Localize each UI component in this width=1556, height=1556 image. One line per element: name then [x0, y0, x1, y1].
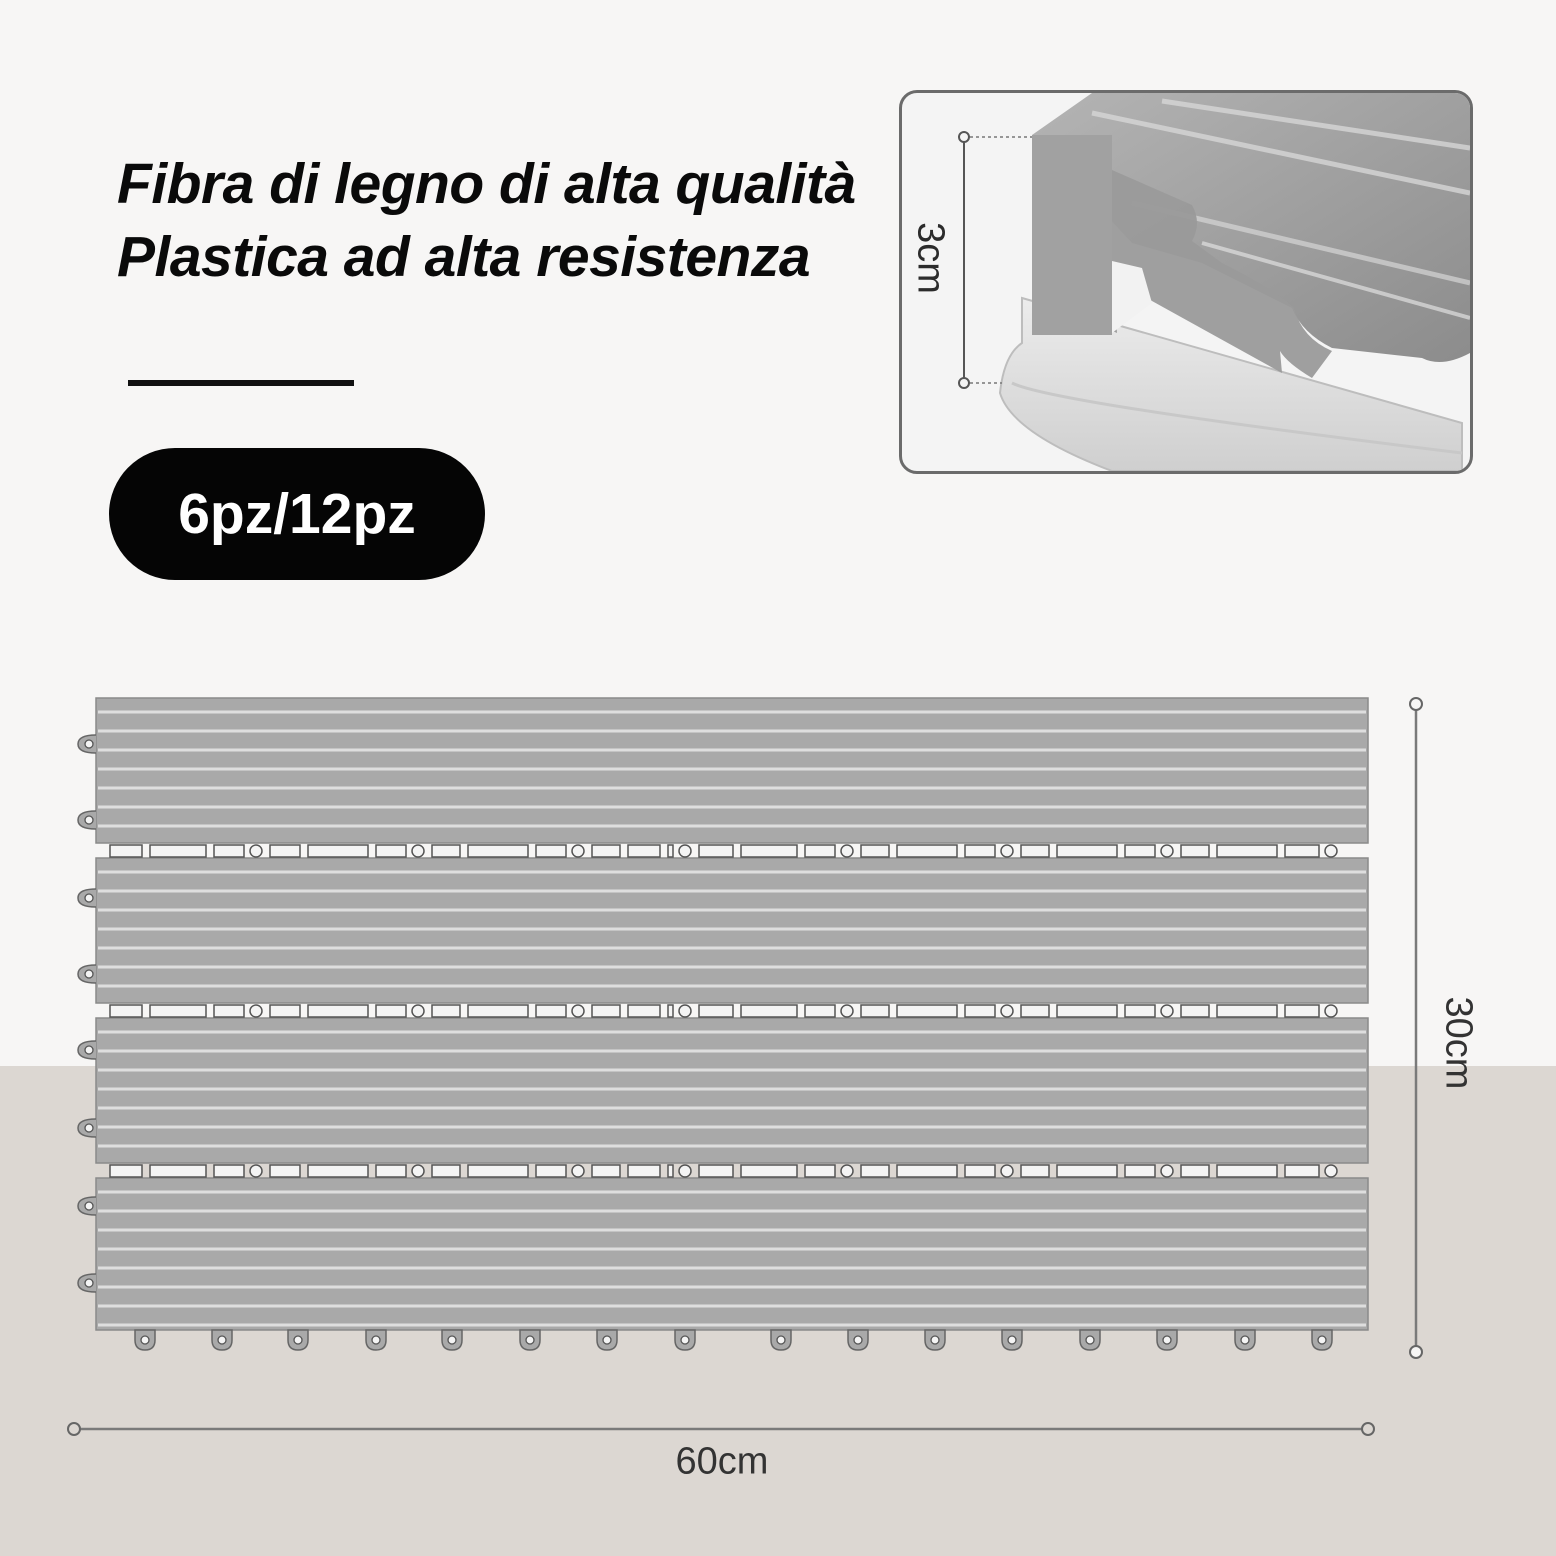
deck-board [96, 858, 1368, 1003]
slot-row [110, 1005, 1337, 1017]
height-dimension-end [1410, 698, 1422, 710]
slot [592, 1165, 620, 1177]
slot [432, 845, 460, 857]
slot [468, 845, 528, 857]
headline-line-1: Fibra di legno di alta qualità [117, 152, 856, 216]
slot [468, 1165, 528, 1177]
slot [1021, 1165, 1049, 1177]
thickness-label: 3cm [909, 222, 952, 294]
slot [1285, 1005, 1319, 1017]
side-clip [78, 735, 96, 753]
bottom-clip [925, 1330, 945, 1350]
bolt-hole [1001, 1005, 1013, 1017]
bolt-hole [679, 1005, 691, 1017]
slot [150, 1165, 206, 1177]
slot [965, 845, 995, 857]
slot [308, 1005, 368, 1017]
slot [1181, 845, 1209, 857]
slot [861, 1165, 889, 1177]
deck-board [96, 698, 1368, 843]
height-dimension-end [1410, 1346, 1422, 1358]
slot [741, 1005, 797, 1017]
slot [897, 1165, 957, 1177]
slot [1125, 845, 1155, 857]
slot [110, 845, 142, 857]
width-dimension-end [68, 1423, 80, 1435]
slot [1181, 1165, 1209, 1177]
slot [1285, 1165, 1319, 1177]
slot [110, 1165, 142, 1177]
slot [699, 1165, 733, 1177]
bolt-hole [1325, 845, 1337, 857]
slot [1125, 1165, 1155, 1177]
bolt-hole [841, 1165, 853, 1177]
bolt-hole [572, 1165, 584, 1177]
slot [1181, 1005, 1209, 1017]
slot [150, 845, 206, 857]
slot [1021, 1005, 1049, 1017]
slot [270, 1005, 300, 1017]
bolt-hole [1325, 1165, 1337, 1177]
slot [150, 1005, 206, 1017]
bolt-hole [250, 1165, 262, 1177]
slot [1057, 1005, 1117, 1017]
width-dimension-label: 60cm [675, 1440, 769, 1483]
side-clip [78, 1274, 96, 1292]
bottom-clip [212, 1330, 232, 1350]
bottom-clip [1080, 1330, 1100, 1350]
slot [805, 1005, 835, 1017]
slot [699, 1005, 733, 1017]
slot [741, 1165, 797, 1177]
slot [468, 1005, 528, 1017]
slot [741, 845, 797, 857]
side-clip [78, 811, 96, 829]
slot [376, 1165, 406, 1177]
slot [668, 1005, 673, 1017]
bottom-clip [520, 1330, 540, 1350]
slot [965, 1005, 995, 1017]
slot [628, 1005, 660, 1017]
bottom-clip [597, 1330, 617, 1350]
slot [699, 845, 733, 857]
slot [1217, 1005, 1277, 1017]
bolt-hole [679, 1165, 691, 1177]
bottom-clip [675, 1330, 695, 1350]
side-clip [78, 965, 96, 983]
slot [1217, 845, 1277, 857]
slot [270, 1165, 300, 1177]
side-clip [78, 1041, 96, 1059]
bolt-hole [1001, 1165, 1013, 1177]
bolt-hole [250, 1005, 262, 1017]
slot [308, 845, 368, 857]
slot [1285, 845, 1319, 857]
slot [628, 1165, 660, 1177]
bottom-clip [771, 1330, 791, 1350]
bottom-clip [135, 1330, 155, 1350]
deck-tile [78, 698, 1368, 1350]
slot [897, 845, 957, 857]
slot-row [110, 1165, 1337, 1177]
bolt-hole [1161, 845, 1173, 857]
bottom-clip [288, 1330, 308, 1350]
slot [592, 1005, 620, 1017]
bottom-clip [848, 1330, 868, 1350]
bolt-hole [1001, 845, 1013, 857]
bolt-hole [412, 845, 424, 857]
bolt-hole [412, 1005, 424, 1017]
slot [861, 845, 889, 857]
bolt-hole [250, 845, 262, 857]
deck-board [96, 1018, 1368, 1163]
slot [432, 1005, 460, 1017]
bolt-hole [841, 1005, 853, 1017]
bolt-hole [412, 1165, 424, 1177]
slot [805, 845, 835, 857]
slot [432, 1165, 460, 1177]
slot [214, 1165, 244, 1177]
bottom-clip [1002, 1330, 1022, 1350]
bolt-hole [572, 1005, 584, 1017]
slot [1057, 845, 1117, 857]
slot [668, 845, 673, 857]
headline-line-2: Plastica ad alta resistenza [117, 225, 811, 289]
slot [376, 845, 406, 857]
slot [536, 845, 566, 857]
deck-board [96, 1178, 1368, 1330]
bottom-clip [1312, 1330, 1332, 1350]
slot [1057, 1165, 1117, 1177]
slot [628, 845, 660, 857]
slot [1125, 1005, 1155, 1017]
slot [110, 1005, 142, 1017]
side-clip [78, 1119, 96, 1137]
slot [1217, 1165, 1277, 1177]
slot [592, 845, 620, 857]
slot [270, 845, 300, 857]
slot-row [110, 845, 1337, 857]
bolt-hole [1161, 1165, 1173, 1177]
bolt-hole [841, 845, 853, 857]
slot [897, 1005, 957, 1017]
slot [536, 1005, 566, 1017]
width-dimension-end [1362, 1423, 1374, 1435]
slot [376, 1005, 406, 1017]
slot [861, 1005, 889, 1017]
bottom-clip [366, 1330, 386, 1350]
slot [965, 1165, 995, 1177]
height-dimension-label: 30cm [1437, 996, 1480, 1090]
side-clip [78, 889, 96, 907]
slot [668, 1165, 673, 1177]
side-clip [78, 1197, 96, 1215]
bolt-hole [679, 845, 691, 857]
bottom-clip [1235, 1330, 1255, 1350]
slot [536, 1165, 566, 1177]
bolt-hole [572, 845, 584, 857]
slot [308, 1165, 368, 1177]
bolt-hole [1325, 1005, 1337, 1017]
bolt-hole [1161, 1005, 1173, 1017]
slot [214, 1005, 244, 1017]
slot [1021, 845, 1049, 857]
slot [214, 845, 244, 857]
quantity-badge-label: 6pz/12pz [178, 482, 416, 546]
bottom-clip [1157, 1330, 1177, 1350]
bottom-clip [442, 1330, 462, 1350]
slot [805, 1165, 835, 1177]
